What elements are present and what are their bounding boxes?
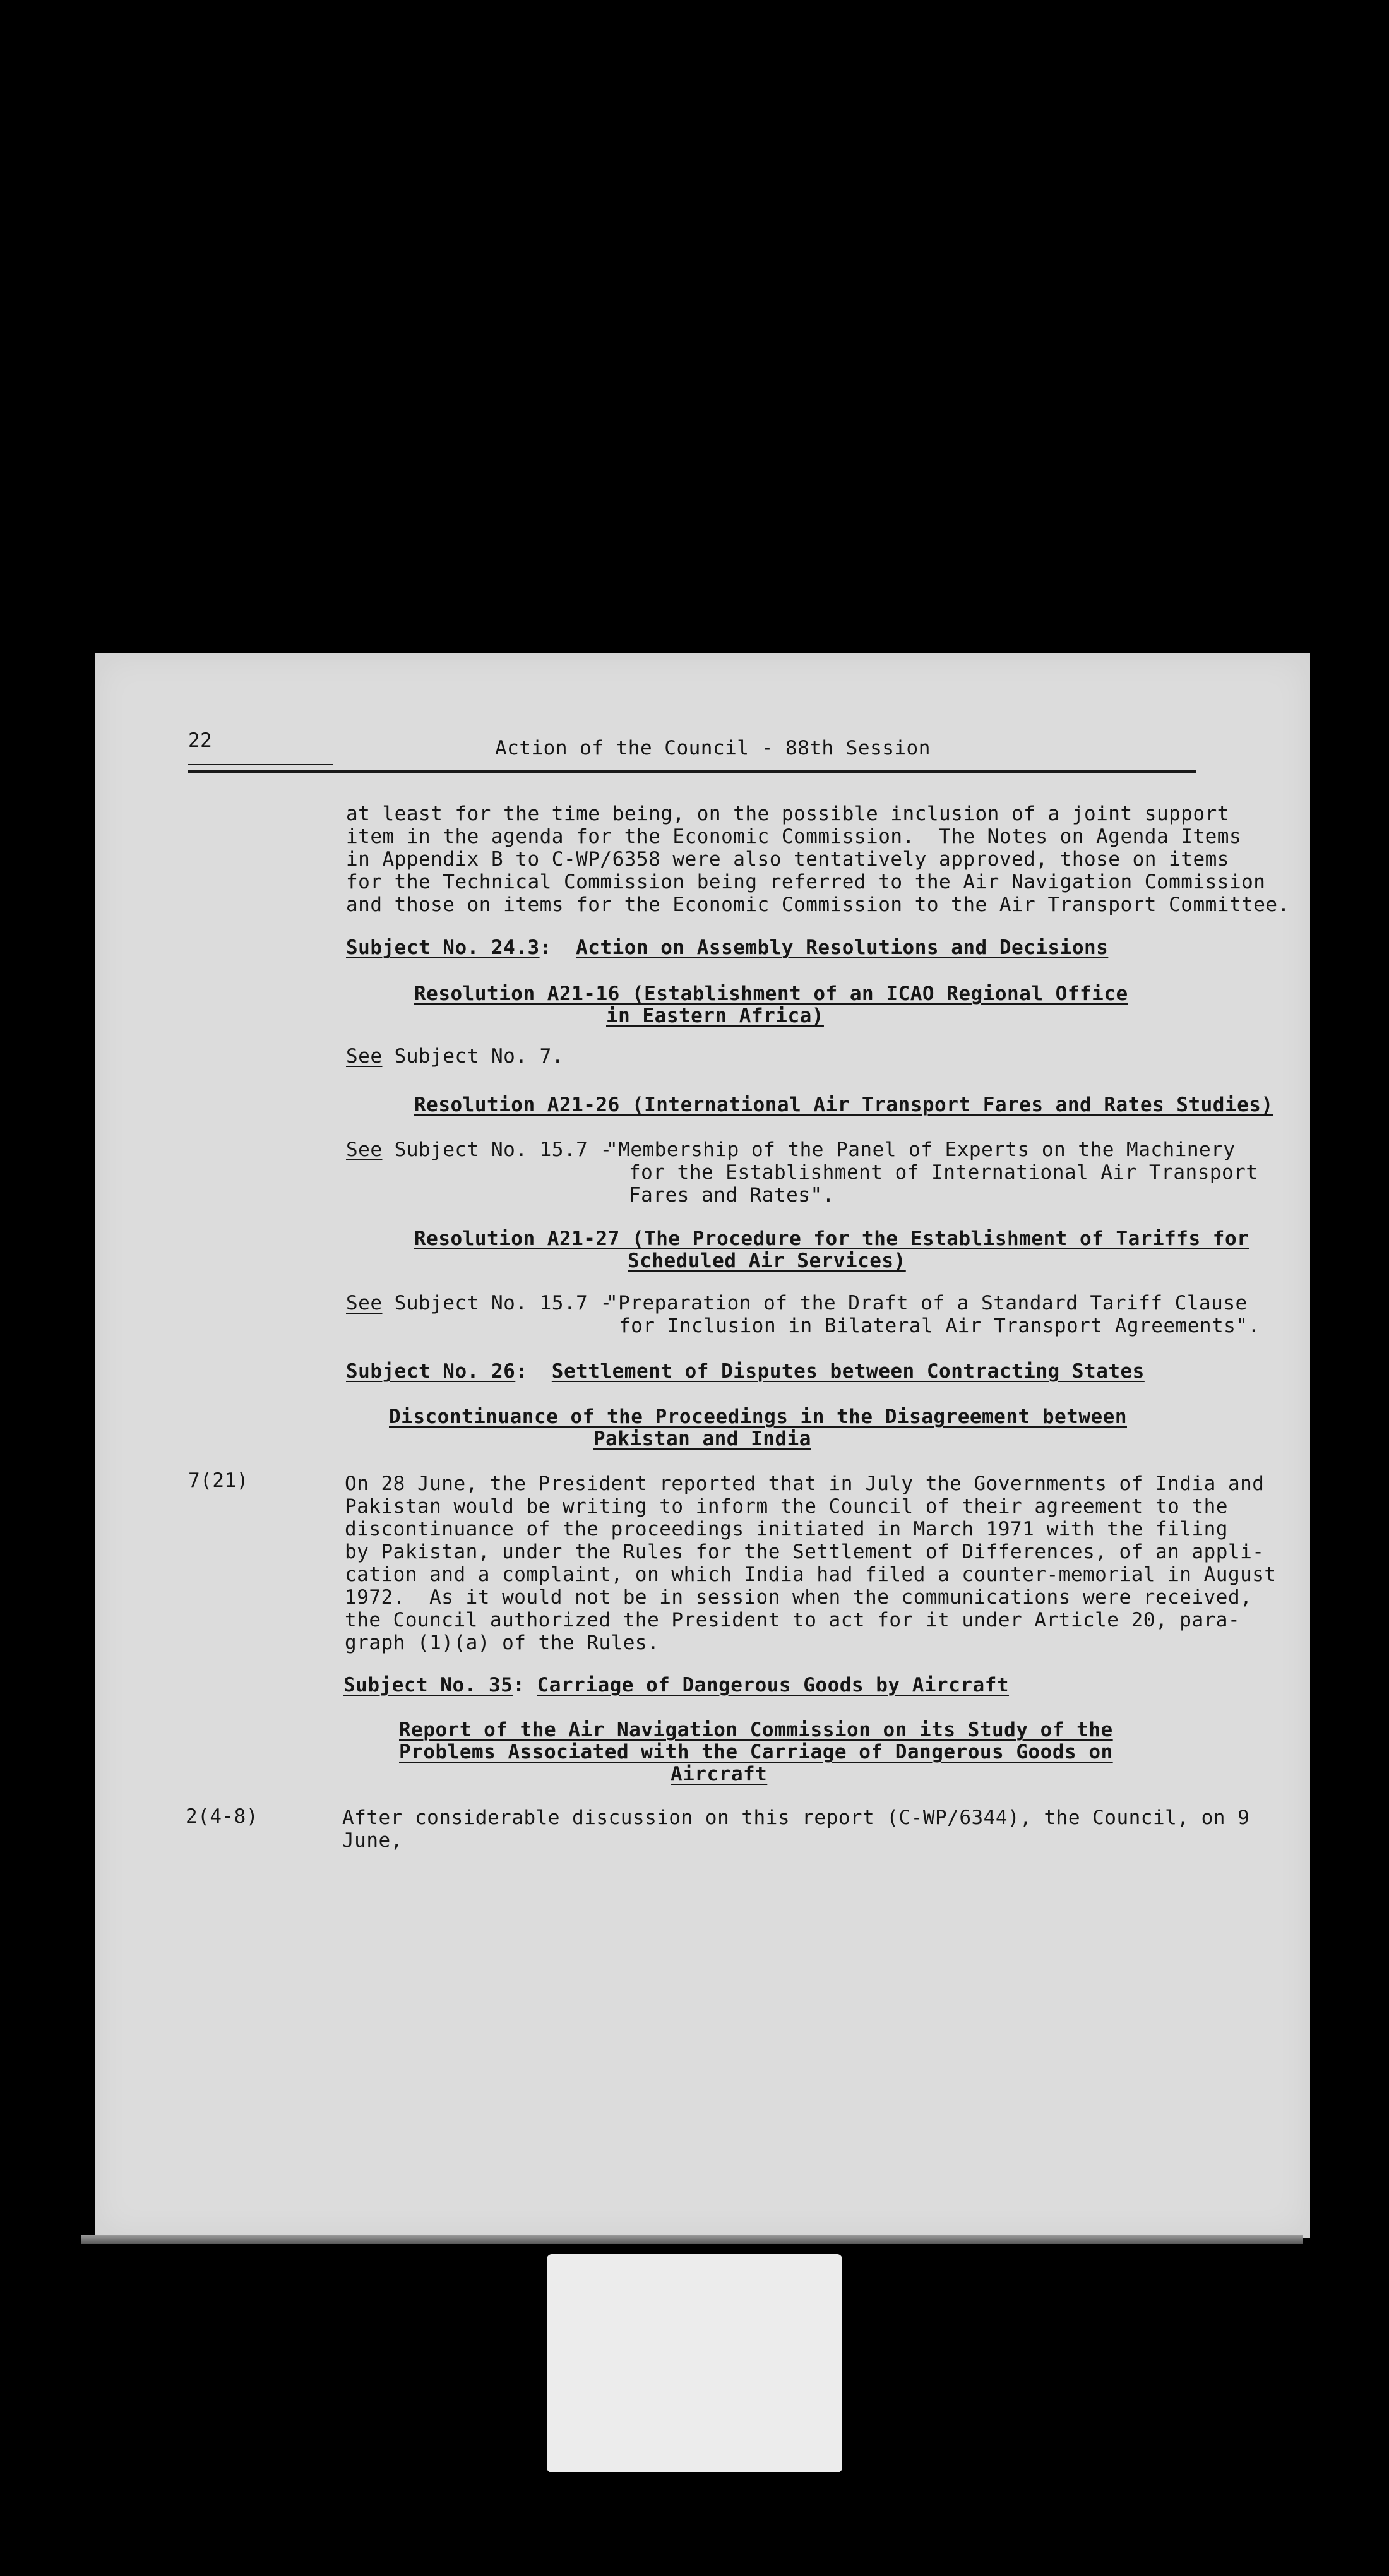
see-word: See xyxy=(346,1045,383,1068)
resolution-heading: Resolution A21-27 (The Procedure for the Establishment of Tariffs for xyxy=(414,1227,1249,1250)
subject-heading xyxy=(346,1361,1145,1383)
see-quote-line: "Membership of the Panel of Experts on the Machinery xyxy=(606,1138,1236,1161)
see-reference xyxy=(346,1139,612,1161)
paragraph-line: On 28 June, the President reported that in July the Governments of India and xyxy=(345,1472,1265,1495)
margin-reference: 7(21) xyxy=(188,1469,249,1492)
see-quote-line: Fares and Rates". xyxy=(629,1184,835,1207)
page-edge xyxy=(81,2235,1303,2244)
paragraph-line: by Pakistan, under the Rules for the Settlement of Differences, of an appli- xyxy=(345,1541,1265,1563)
section-heading: Discontinuance of the Proceedings in the Disagreement between xyxy=(389,1405,1127,1428)
intro-line: item in the agenda for the Economic Commission. The Notes on Agenda Items xyxy=(346,825,1242,848)
section-heading: Report of the Air Navigation Commission on its Study of the xyxy=(399,1719,1113,1741)
see-word: See xyxy=(346,1138,383,1161)
subject-heading xyxy=(343,1674,1009,1696)
paragraph-line: the Council authorized the President to act for it under Article 20, para- xyxy=(345,1609,1241,1631)
margin-reference: 2(4-8) xyxy=(186,1805,258,1828)
subject-label: Subject No. 26 xyxy=(346,1360,516,1383)
paragraph-line: graph (1)(a) of the Rules. xyxy=(345,1631,660,1654)
see-reference xyxy=(346,1292,612,1315)
page-number: 22 xyxy=(188,729,213,752)
see-reference xyxy=(346,1046,564,1068)
see-word: See xyxy=(346,1292,383,1315)
subject-title: Settlement of Disputes between Contracting States xyxy=(551,1360,1145,1383)
resolution-heading: in Eastern Africa) xyxy=(606,1005,824,1027)
subject-label: Subject No. 24.3 xyxy=(346,936,540,959)
section-heading: Pakistan and India xyxy=(593,1428,811,1450)
subject-title: Carriage of Dangerous Goods by Aircraft xyxy=(537,1674,1010,1696)
subject-title: Action on Assembly Resolutions and Decisions xyxy=(576,936,1109,959)
paragraph-line: cation and a complaint, on which India had filed a counter-memorial in August xyxy=(345,1563,1277,1586)
see-ref: Subject No. 15.7 - xyxy=(382,1292,612,1315)
intro-line: at least for the time being, on the possible inclusion of a joint support xyxy=(346,802,1229,825)
see-quote-line: for the Establishment of International Air Transport xyxy=(629,1161,1258,1184)
section-heading: Problems Associated with the Carriage of Dangerous Goods on xyxy=(399,1741,1113,1763)
subject-colon: : xyxy=(513,1674,525,1696)
paragraph-line: discontinuance of the proceedings initiated in March 1971 with the filing xyxy=(345,1518,1228,1541)
resolution-heading: Scheduled Air Services) xyxy=(628,1249,906,1272)
paragraph-line: After considerable discussion on this report (C-WP/6344), the Council, on 9 xyxy=(342,1806,1250,1829)
see-ref: Subject No. 15.7 - xyxy=(382,1138,612,1161)
intro-line: and those on items for the Economic Commission to the Air Transport Committee. xyxy=(346,893,1290,916)
paragraph-line: June, xyxy=(342,1829,403,1852)
subject-colon: : xyxy=(515,1360,528,1383)
subject-colon: : xyxy=(539,936,552,959)
resolution-heading: Resolution A21-16 (Establishment of an ICAO Regional Office xyxy=(414,982,1128,1005)
subject-label: Subject No. 35 xyxy=(343,1674,513,1696)
header-rule-thin xyxy=(188,764,333,765)
intro-line: in Appendix B to C-WP/6358 were also tentatively approved, those on items xyxy=(346,848,1229,871)
paragraph-line: 1972. As it would not be in session when the communications were received, xyxy=(345,1586,1253,1609)
see-text: Subject No. 7. xyxy=(382,1045,564,1068)
section-heading: Aircraft xyxy=(671,1763,768,1786)
intro-line: for the Technical Commission being referred to the Air Navigation Commission xyxy=(346,871,1266,893)
subject-heading xyxy=(346,937,1108,959)
film-label-tab xyxy=(547,2254,842,2472)
paragraph-line: Pakistan would be writing to inform the Council of their agreement to the xyxy=(345,1495,1228,1518)
running-title: Action of the Council - 88th Session xyxy=(495,737,931,760)
resolution-heading: Resolution A21-26 (International Air Transport Fares and Rates Studies) xyxy=(414,1094,1273,1116)
see-quote-line: for Inclusion in Bilateral Air Transport Agreements". xyxy=(619,1315,1260,1337)
see-quote-line: "Preparation of the Draft of a Standard Tariff Clause xyxy=(606,1292,1248,1315)
header-rule xyxy=(188,770,1196,773)
